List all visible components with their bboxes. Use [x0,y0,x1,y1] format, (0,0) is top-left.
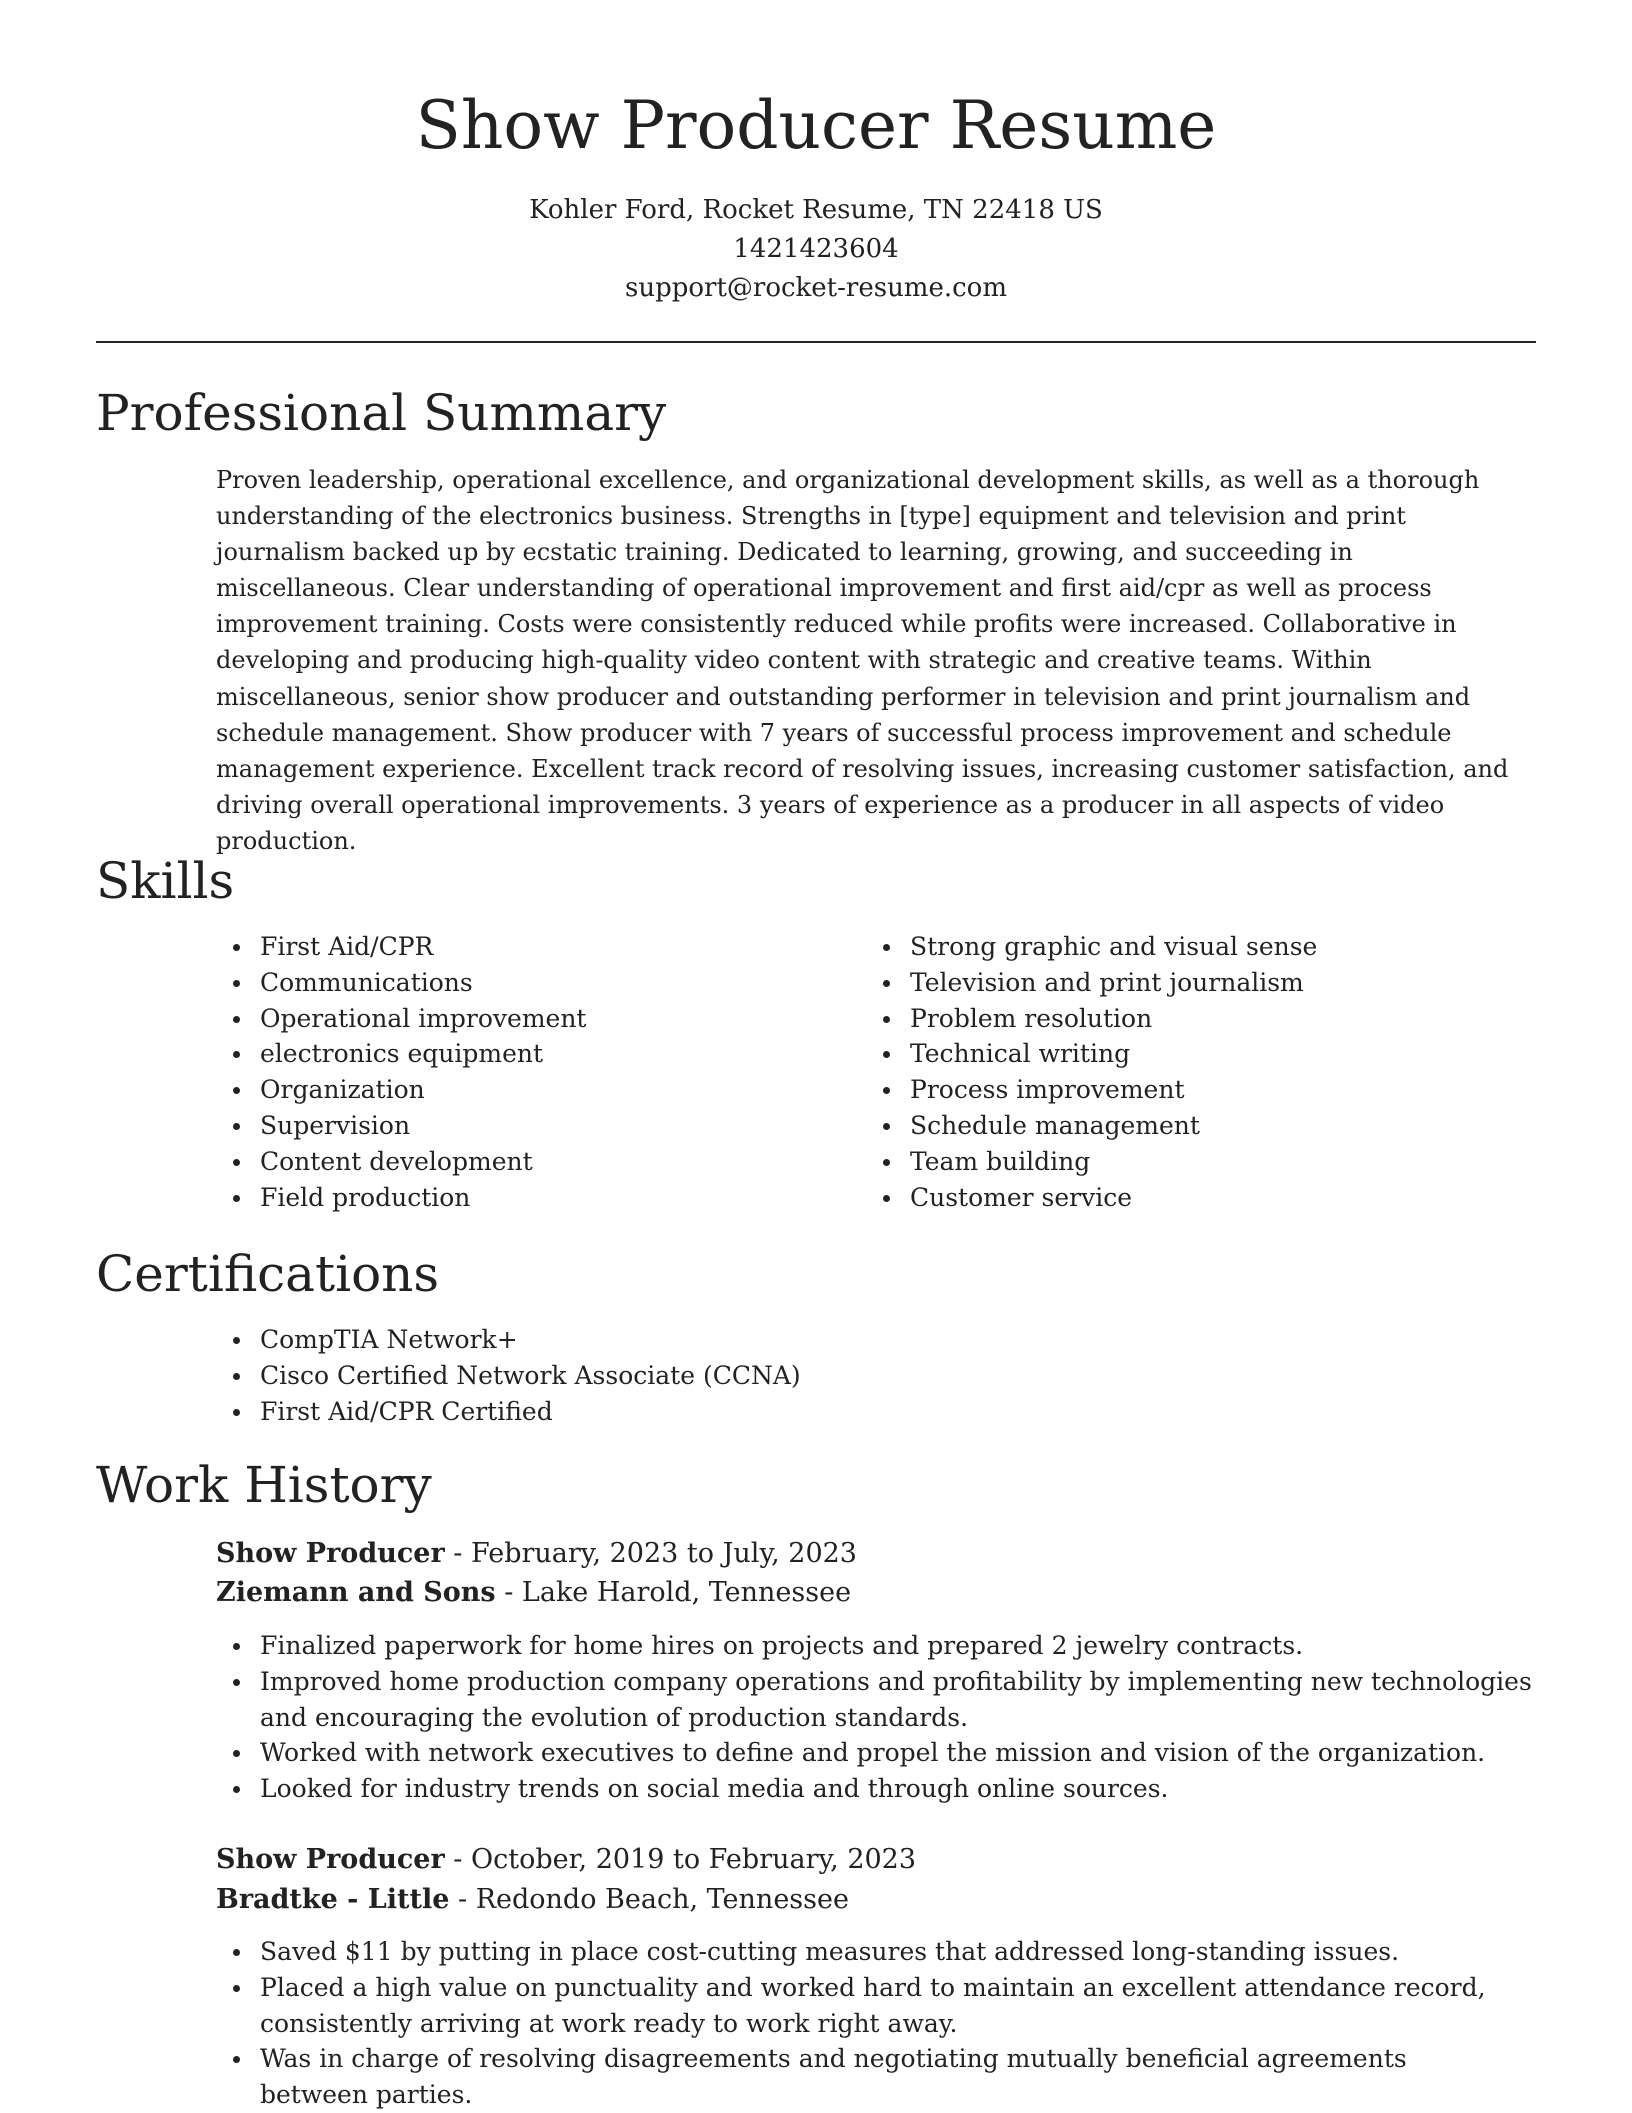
skill-item: Television and print journalism [866,965,1486,1001]
skill-item: Strong graphic and visual sense [866,929,1486,965]
certification-item: CompTIA Network+ [216,1322,1516,1358]
job-2-title: Show Producer [216,1844,445,1875]
job-2-title-line [216,1840,916,1880]
job-2-location: - Redondo Beach, Tennessee [449,1884,849,1915]
certifications-heading: Certifications [96,1245,440,1303]
work-history-heading: Work History [96,1456,432,1514]
skill-item: Communications [216,965,816,1001]
job-2-dates: - October, 2019 to February, 2023 [444,1844,917,1875]
job-bullet: Looked for industry trends on social media and through online sources. [216,1771,1536,1807]
job-1-location: - Lake Harold, Tennessee [495,1577,852,1608]
job-1-company-line [216,1573,851,1613]
skills-list-right [866,929,1486,1215]
header-divider [96,341,1536,343]
summary-text: Proven leadership, operational excellence, and organizational development skills, as well as a thorough understanding of the electronics business. Strengths in [type] equipment and television and print journalism backed up by ecstatic training. Dedicated to learning, growing, and succeeding in miscellaneous. Clear understanding of operational improvement and first aid/cpr as well as process improvement training. Costs were consistently reduced while profits were increased. Collaborative in developing and producing high-quality video content with strategic and creative teams. Within miscellaneous, senior show producer and outstanding performer in television and print journalism and schedule management. Show producer with 7 years of successful process improvement and schedule management experience. Excellent track record of resolving issues, increasing customer satisfaction, and driving overall operational improvements. 3 years of experience as a producer in all aspects of video production. [216,466,1509,855]
job-bullet: Finalized paperwork for home hires on projects and prepared 2 jewelry contracts. [216,1628,1536,1664]
skill-item: Operational improvement [216,1001,816,1037]
skills-heading: Skills [96,852,235,910]
contact-address: Kohler Ford, Rocket Resume, TN 22418 US [529,195,1103,225]
skill-item: Supervision [216,1108,816,1144]
job-2-company-line [216,1880,849,1920]
job-1-bullets [216,1628,1536,1807]
skill-item: Problem resolution [866,1001,1486,1037]
skill-item: Technical writing [866,1036,1486,1072]
job-1-company: Ziemann and Sons [216,1577,496,1608]
job-bullet: Improved home production company operations and profitability by implementing new technologies and encouraging the evolution of production standards. [216,1664,1536,1736]
skills-list-left [216,929,816,1215]
skill-item: Team building [866,1144,1486,1180]
skill-item: Field production [216,1180,816,1216]
job-1-dates: - February, 2023 to July, 2023 [444,1538,857,1569]
job-bullet: Was in charge of resolving disagreements and negotiating mutually beneficial agreements between parties. [216,2041,1516,2113]
job-bullet: Saved $11 by putting in place cost-cutting measures that addressed long-standing issues. [216,1934,1516,1970]
skill-item: First Aid/CPR [216,929,816,965]
contact-email: support@rocket-resume.com [624,273,1007,303]
job-2-bullets [216,1934,1516,2113]
skill-item: Organization [216,1072,816,1108]
summary-heading: Professional Summary [96,384,667,442]
certifications-list [216,1322,1516,1429]
certification-item: First Aid/CPR Certified [216,1394,1516,1430]
resume-title: Show Producer Resume [415,87,1217,164]
job-1-title-line [216,1534,857,1574]
skill-item: Content development [216,1144,816,1180]
job-1-title: Show Producer [216,1538,445,1569]
job-2-company: Bradtke - Little [216,1884,450,1915]
certification-item: Cisco Certified Network Associate (CCNA) [216,1358,1516,1394]
skill-item: electronics equipment [216,1036,816,1072]
skill-item: Process improvement [866,1072,1486,1108]
job-bullet: Placed a high value on punctuality and worked hard to maintain an excellent attendance record, consistently arriving at work ready to work right away. [216,1970,1516,2042]
job-bullet: Worked with network executives to define and propel the mission and vision of the organization. [216,1735,1536,1771]
contact-block [0,191,1632,308]
skill-item: Schedule management [866,1108,1486,1144]
contact-phone: 1421423604 [733,234,899,264]
skill-item: Customer service [866,1180,1486,1216]
